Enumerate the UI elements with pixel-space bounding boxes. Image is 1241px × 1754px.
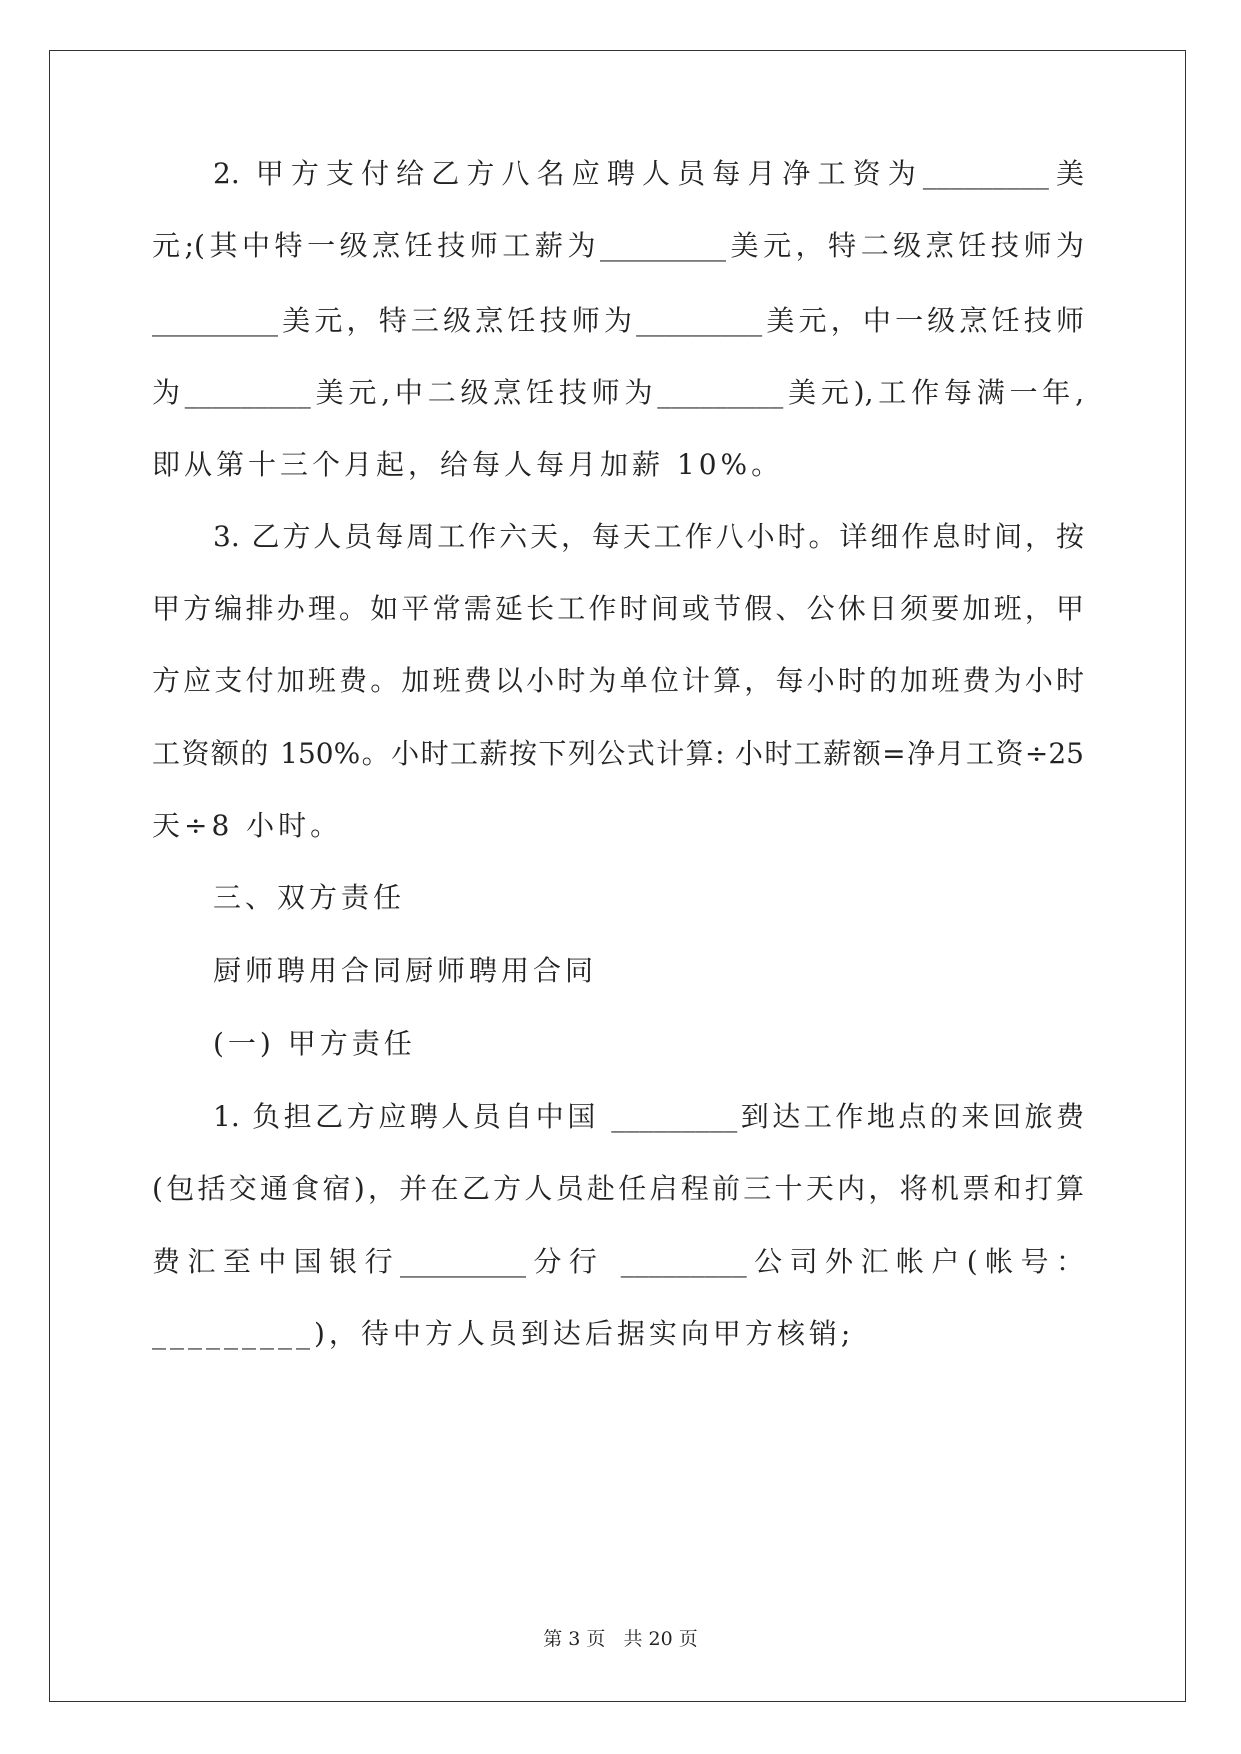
item-1-line-1: 1. 负担乙方应聘人员自中国 _________到达工作地点的来回旅费 [213,1100,1084,1133]
paragraph-3-line-4: 工资额的 150%。小时工薪按下列公式计算: 小时工薪额=净月工资÷25 [152,737,1084,770]
subsection-heading: (一) 甲方责任 [213,1027,416,1060]
paragraph-2-line-3: _________美元，特三级烹饪技师为_________美元，中一级烹饪技师 [152,304,1084,337]
item-1-line-3: 费汇至中国银行_________分行 _________公司外汇帐户(帐号： [152,1245,1084,1278]
item-1-line-4: _________)，待中方人员到达后据实向甲方核销; [152,1317,855,1350]
paragraph-3-line-3: 方应支付加班费。加班费以小时为单位计算，每小时的加班费为小时 [152,664,1084,697]
paragraph-2-line-5: 即从第十三个月起，给每人每月加薪 10%。 [152,448,784,481]
paragraph-2-line-1: 2. 甲方支付给乙方八名应聘人员每月净工资为_________美 [213,157,1084,190]
section-heading: 三、双方责任 [213,881,406,914]
page-total: 共 20 页 [623,1628,698,1650]
paragraph-3-line-1: 3. 乙方人员每周工作六天，每天工作八小时。详细作息时间，按 [213,520,1084,553]
paragraph-2-line-2: 元;(其中特一级烹饪技师工薪为_________美元，特二级烹饪技师为 [152,229,1084,262]
paragraph-3-line-5: 天÷8 小时。 [152,809,343,842]
paragraph-2-line-4: 为_________美元,中二级烹饪技师为_________美元),工作每满一年, [152,376,1084,409]
page-number: 第 3 页 [543,1628,606,1650]
item-1-line-2: (包括交通食宿)，并在乙方人员赴任启程前三十天内，将机票和打算 [152,1172,1084,1205]
paragraph-3-line-2: 甲方编排办理。如平常需延长工作时间或节假、公休日须要加班，甲 [152,592,1084,625]
page-footer [0,1624,1241,1651]
contract-title: 厨师聘用合同厨师聘用合同 [213,954,598,987]
page-border [49,50,1186,1702]
